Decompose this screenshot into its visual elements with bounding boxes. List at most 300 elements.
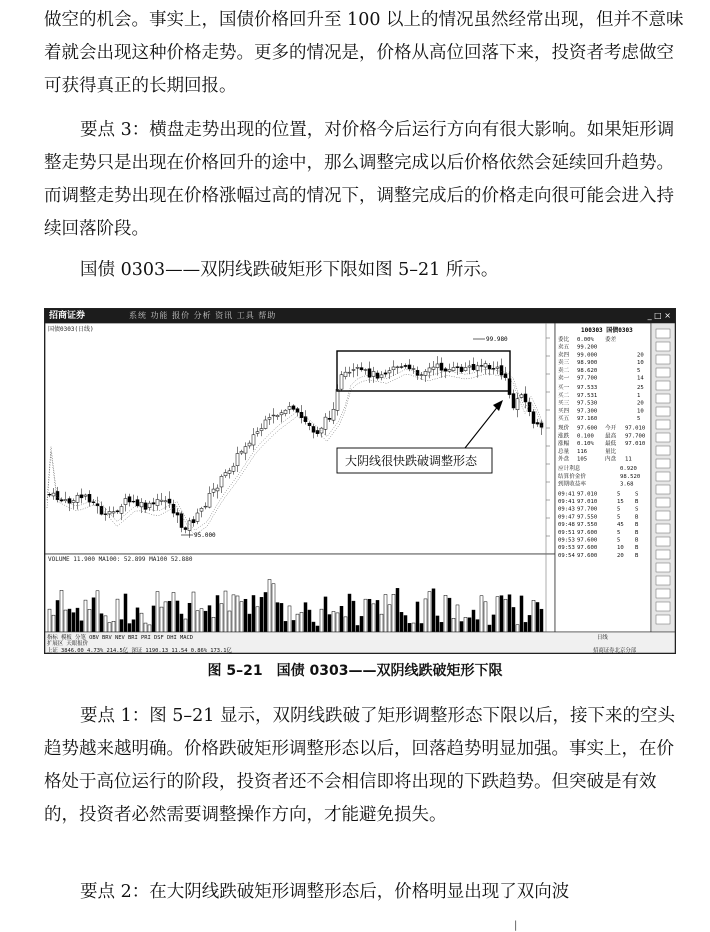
stat-row: 总量 116 量比 (558, 448, 617, 455)
volume-bar (532, 600, 535, 632)
volume-bar (444, 595, 447, 632)
candle-body (380, 375, 383, 378)
toolbar-icon[interactable] (656, 602, 670, 611)
volume-bar (440, 622, 443, 632)
candle-body (196, 513, 199, 521)
volume-bar (100, 614, 103, 632)
bid-row: 买三 97.530 20 (558, 400, 644, 407)
candle-body (168, 499, 171, 503)
candle-body (524, 394, 527, 402)
volume-bar (468, 618, 471, 632)
candle-body (484, 364, 487, 367)
volume-bar (296, 614, 299, 632)
candle-body (184, 528, 187, 530)
volume-bar (460, 622, 463, 632)
volume-bar (212, 617, 215, 632)
volume-bar (332, 611, 335, 632)
ask-row: 卖五 99.200 (558, 344, 598, 351)
volume-bar (192, 592, 195, 632)
volume-bar (76, 608, 79, 632)
candle-body (48, 494, 51, 495)
volume-bar (220, 604, 223, 632)
tick-row: 09:53 97.600 5 B (558, 537, 639, 544)
candle-body (372, 371, 375, 376)
volume-bar (520, 596, 523, 632)
volume-bar (472, 610, 475, 632)
candle-body (248, 443, 251, 446)
extra-row: 应计利息 0.920 (558, 466, 637, 473)
toolbar-icon[interactable] (656, 524, 670, 533)
bid-row: 买四 97.300 10 (558, 408, 644, 415)
annotation-text: 大阴线很快跌破调整形态 (345, 454, 478, 468)
candle-body (400, 367, 403, 368)
candle-body (68, 499, 71, 504)
toolbar-icon[interactable] (656, 615, 670, 624)
tick-row: 09:51 97.600 5 B (558, 529, 639, 536)
candle-body (148, 503, 151, 507)
volume-bar (148, 625, 151, 632)
candle-body (520, 395, 523, 398)
volume-bar (56, 600, 59, 632)
volume-bar (132, 620, 135, 632)
toolbar-icon[interactable] (656, 394, 670, 403)
volume-bar (320, 609, 323, 632)
volume-bar (420, 623, 423, 632)
volume-bar (412, 623, 415, 632)
candle-body (384, 373, 387, 374)
candle-body (108, 512, 111, 515)
volume-bar (256, 607, 259, 632)
toolbar-icon[interactable] (656, 459, 670, 468)
tick-row: 09:41 97.010 5 S (558, 491, 639, 498)
volume-bar (288, 606, 291, 632)
candle-body (164, 501, 167, 502)
volume-bar (120, 620, 123, 632)
volume-bar (224, 591, 227, 632)
candle-body (408, 365, 411, 369)
toolbar-icon[interactable] (656, 420, 670, 429)
volume-bar (84, 600, 87, 632)
candle-body (352, 369, 355, 370)
volume-bar (204, 611, 207, 632)
candle-body (396, 367, 399, 368)
volume-bar (176, 601, 179, 632)
volume-bar (352, 601, 355, 632)
toolbar-icon[interactable] (656, 433, 670, 442)
candle-body (336, 389, 339, 410)
toolbar-icon[interactable] (656, 576, 670, 585)
volume-bar (396, 588, 399, 632)
volume-bar (208, 606, 211, 632)
candle-body (364, 370, 367, 371)
volume-bar (408, 623, 411, 632)
volume-bar (180, 614, 183, 632)
candle-body (116, 511, 119, 512)
candle-body (64, 499, 67, 500)
volume-bar (464, 617, 467, 632)
extra-row: 到期收益率 3.68 (558, 481, 634, 488)
volume-bar (488, 625, 491, 632)
candle-body (132, 501, 135, 502)
volume-bar (156, 592, 159, 632)
candle-body (276, 415, 279, 416)
extension-tabs[interactable]: 扩展区 天眼报价 (47, 641, 88, 647)
candle-body (440, 363, 443, 370)
toolbar-icon[interactable] (656, 329, 670, 338)
volume-bar (168, 601, 171, 632)
candle-body (460, 367, 463, 372)
candle-body (332, 409, 335, 420)
candle-body (492, 368, 495, 369)
candle-body (356, 367, 359, 368)
candle-body (52, 493, 55, 496)
bid-row: 买一 97.533 25 (558, 385, 644, 392)
candle-body (80, 495, 83, 498)
candle-body (268, 417, 271, 419)
candle-body (264, 420, 267, 429)
candle-body (388, 371, 391, 373)
volume-bar (512, 607, 515, 632)
candle-body (404, 365, 407, 366)
volume-bar (124, 594, 127, 632)
volume-bar (364, 599, 367, 632)
volume-bar (172, 592, 175, 632)
volume-bar (452, 618, 455, 632)
volume-bar (432, 589, 435, 632)
candle-body (84, 495, 87, 496)
ask-row: 卖四 99.000 20 (558, 352, 644, 359)
candle-body (288, 406, 291, 409)
volume-bar (380, 614, 383, 632)
toolbar-icon[interactable] (656, 368, 670, 377)
paragraph-4: 要点 1：图 5–21 显示，双阴线跌破了矩形调整形态下限以后，接下来的空头趋势越来越明确。价格跌破矩形调整形态以后，回落趋势明显加强。事实上，在价格处于高位运行的阶段，投资者还不会相信即将出现的下跌趋势。但突破是有效的，投资者必然需要调整操作方向，才能避免损失。 (44, 706, 675, 825)
volume-bar (184, 619, 187, 632)
volume-bar (104, 616, 107, 632)
toolbar-icon[interactable] (656, 342, 670, 351)
candle-body (216, 488, 219, 491)
bid-row: 买二 97.531 1 (558, 392, 641, 399)
volume-bar (92, 598, 95, 632)
volume-bar (232, 595, 235, 632)
tick-row: 09:41 97.010 15 B (558, 499, 639, 505)
candle-body (280, 413, 283, 415)
volume-bar (348, 594, 351, 632)
candle-body (260, 429, 263, 431)
candle-body (60, 500, 63, 501)
status-right: 招商证券北京分部 (593, 648, 637, 653)
volume-bar (424, 599, 427, 632)
page-mark: | (514, 920, 518, 931)
volume-bar (312, 622, 315, 632)
trading-terminal-screenshot (44, 308, 676, 654)
volume-bar (236, 596, 239, 632)
stat-row: 外盘 105 内盘 11 (558, 456, 632, 463)
volume-bar (72, 613, 75, 632)
volume-bar (372, 604, 375, 632)
volume-bar (336, 613, 339, 632)
volume-bar (500, 596, 503, 632)
candle-body (180, 514, 183, 528)
candle-body (448, 369, 451, 371)
candle-body (292, 406, 295, 410)
volume-bar (140, 613, 143, 632)
candle-body (144, 503, 147, 510)
candle-body (392, 367, 395, 370)
toolbar-icon[interactable] (656, 498, 670, 507)
volume-bar (508, 595, 511, 632)
volume-bar (404, 616, 407, 632)
kline-chart (45, 323, 675, 653)
candle-body (528, 402, 531, 411)
toolbar-icon[interactable] (656, 589, 670, 598)
toolbar-icon[interactable] (656, 355, 670, 364)
candle-body (368, 369, 371, 377)
candle-body (416, 370, 419, 375)
volume-bar (244, 599, 247, 632)
volume-bar (436, 616, 439, 632)
volume-bar (252, 595, 255, 632)
candle-body (152, 503, 155, 504)
candle-body (76, 495, 79, 502)
volume-bar (360, 616, 363, 632)
toolbar-icon[interactable] (656, 485, 670, 494)
candle-body (208, 493, 211, 507)
volume-bar (356, 625, 359, 632)
volume-bar (216, 596, 219, 632)
status-bar: 上证 3846.00 4.73% 214.5亿 深证 1190.13 11.54 0.86% 173.1亿 (47, 648, 232, 653)
paragraph-1: 做空的机会。事实上，国债价格回升至 100 以上的情况虽然经常出现，但并不意味着就会出现这种价格走势。更多的情况是，价格从高位回落下来，投资者考虑做空可获得真正的长期回报。 (44, 10, 684, 96)
volume-bar (116, 599, 119, 632)
volume-bar (400, 612, 403, 632)
ask-row: 卖三 98.900 10 (558, 360, 644, 367)
candle-body (344, 372, 347, 376)
volume-bar (476, 620, 479, 632)
volume-bar (384, 595, 387, 632)
volume-bar (368, 599, 371, 632)
figure-caption: 图 5–21 国债 0303——双阴线跌破矩形下限 (207, 663, 503, 679)
paragraph-2: 要点 3：横盘走势出现的位置，对价格今后运行方向有很大影响。如果矩形调整走势只是出现在价格回升的途中，那么调整完成以后价格依然会延续回升趋势。而调整走势出现在价格涨幅过高的情况下，调整完成后的价格走向很可能会进入持续回落阶段。 (44, 120, 675, 239)
candle-body (420, 375, 423, 376)
candle-body (328, 418, 331, 419)
volume-bar (196, 611, 199, 632)
candle-body (540, 423, 543, 427)
volume-bar (96, 591, 99, 632)
extra-row: 结算价金价 98.520 (558, 473, 641, 480)
chart-title: 国债0303(日线) (48, 326, 94, 333)
candle-body (120, 507, 123, 514)
candle-body (512, 394, 515, 408)
tick-row: 09:43 97.700 5 S (558, 506, 639, 513)
volume-bar (272, 584, 275, 632)
candle-body (176, 513, 179, 515)
volume-bar (88, 609, 91, 632)
candle-body (224, 473, 227, 476)
volume-bar (448, 598, 451, 632)
candle-body (464, 367, 467, 370)
volume-bar (48, 609, 51, 632)
candle-body (212, 489, 215, 492)
volume-bar (136, 608, 139, 632)
volume-bar (416, 602, 419, 632)
candle-body (240, 451, 243, 453)
volume-bar (456, 605, 459, 632)
volume-bar (492, 615, 495, 632)
candle-body (304, 417, 307, 422)
volume-label: VOLUME 11.900 MA100: 52.899 MA100 52.880 (48, 556, 193, 563)
candle-body (496, 367, 499, 368)
volume-bar (308, 610, 311, 632)
candle-body (348, 372, 351, 373)
volume-bar (64, 610, 67, 632)
volume-bar (516, 625, 519, 632)
volume-bar (152, 606, 155, 632)
candle-body (124, 499, 127, 505)
candle-body (456, 367, 459, 368)
candle-body (232, 466, 235, 471)
paragraph-5: 要点 2：在大阴线跌破矩形调整形态后，价格明显出现了双向波 (80, 882, 570, 902)
volume-bar (268, 579, 271, 632)
candle-body (104, 514, 107, 515)
candle-body (236, 453, 239, 465)
volume-bar (160, 607, 163, 632)
terminal-titlebar (45, 309, 675, 323)
candle-body (72, 501, 75, 503)
candle-body (252, 435, 255, 445)
candle-body (308, 423, 311, 426)
volume-bar (392, 594, 395, 632)
candle-body (204, 506, 207, 507)
candle-body (340, 375, 343, 389)
candle-body (480, 365, 483, 366)
candle-body (376, 373, 379, 378)
candle-body (476, 366, 479, 370)
candle-body (244, 447, 247, 454)
volume-bar (112, 621, 115, 632)
volume-bar (292, 620, 295, 632)
candle-body (272, 415, 275, 416)
toolbar-icon[interactable] (656, 511, 670, 520)
candle-body (428, 368, 431, 372)
volume-bar (264, 592, 267, 632)
volume-bar (60, 590, 63, 632)
toolbar-icon[interactable] (656, 407, 670, 416)
tick-row: 09:47 97.550 5 B (558, 514, 639, 521)
volume-bar (52, 615, 55, 632)
high-price-label: 99.980 (486, 336, 508, 343)
volume-bar (328, 615, 331, 632)
stat-row: 涨幅 0.10% 最低 97.010 (558, 441, 646, 448)
volume-bar (200, 609, 203, 632)
candle-body (500, 366, 503, 375)
candle-body (488, 365, 491, 369)
toolbar-icon[interactable] (656, 381, 670, 390)
volume-bar (484, 602, 487, 632)
toolbar-icon[interactable] (656, 472, 670, 481)
side-toolbar-icons[interactable] (656, 329, 670, 624)
volume-bar (260, 597, 263, 632)
volume-bar (344, 617, 347, 632)
volume-bar (248, 614, 251, 632)
terminal-brand: 招商证券 (49, 311, 86, 321)
volume-bar (480, 596, 483, 632)
terminal-menu[interactable]: 系统 功能 报价 分析 资讯 工具 帮助 (129, 311, 277, 320)
volume-bar (80, 621, 83, 632)
indicator-tabs[interactable]: 指标 模板 分笔 OBV BRV NEV BRI PRI DSF DHI MACD (47, 635, 193, 641)
candle-body (360, 368, 363, 370)
candle-body (516, 399, 519, 410)
candle-body (452, 367, 455, 370)
volume-bar (340, 606, 343, 632)
volume-bar (128, 624, 131, 632)
candle-body (128, 497, 131, 502)
window-controls[interactable]: _ □ × (647, 311, 671, 320)
volume-bar (524, 622, 527, 632)
volume-bar (536, 602, 539, 632)
volume-bar (376, 600, 379, 632)
volume-bar (284, 621, 287, 632)
bid-row: 买五 97.160 5 (558, 416, 641, 422)
candle-body (256, 432, 259, 434)
candle-body (532, 412, 535, 424)
volume-bar (108, 623, 111, 632)
quote-code: 100303 国债0303 (581, 327, 633, 334)
candle-body (136, 500, 139, 506)
volume-bar (496, 597, 499, 632)
volume-bar (316, 626, 319, 632)
tick-row: 09:53 97.600 10 B (558, 545, 639, 552)
quote-header: 委比 0.00% 委差 (558, 337, 617, 343)
candle-body (284, 410, 287, 413)
candle-body (112, 512, 115, 513)
candle-body (92, 502, 95, 503)
candle-body (472, 364, 475, 369)
tick-row: 09:48 97.550 45 B (558, 522, 639, 529)
low-price-label: 95.000 (194, 532, 216, 539)
stat-row: 现价 97.600 今开 97.010 (558, 425, 646, 432)
volume-bar (528, 615, 531, 632)
candle-body (228, 471, 231, 474)
volume-bar (240, 602, 243, 632)
candle-body (432, 367, 435, 369)
volume-bar (304, 603, 307, 632)
candle-body (324, 417, 327, 429)
volume-bar (228, 611, 231, 632)
volume-bar (144, 623, 147, 632)
tick-row: 09:54 97.600 20 B (558, 552, 639, 559)
candle-body (468, 366, 471, 367)
volume-bar (164, 602, 167, 632)
paragraph-3: 国债 0303——双阴线跌破矩形下限如图 5–21 所示。 (80, 260, 499, 280)
candle-body (192, 520, 195, 523)
ask-row: 卖一 97.700 14 (558, 375, 644, 382)
candle-body (312, 426, 315, 432)
candle-body (100, 506, 103, 514)
stat-row: 涨跌 0.100 最高 97.700 (558, 433, 646, 440)
period-tag[interactable]: 日线 (597, 635, 608, 641)
candle-body (56, 491, 59, 499)
toolbar-icon[interactable] (656, 446, 670, 455)
volume-bar (388, 605, 391, 632)
volume-bar (68, 609, 71, 632)
volume-bar (276, 603, 279, 632)
toolbar-icon[interactable] (656, 563, 670, 572)
candle-body (220, 476, 223, 487)
candle-body (436, 364, 439, 368)
volume-bar (188, 603, 191, 632)
toolbar-icon[interactable] (656, 537, 670, 546)
toolbar-icon[interactable] (656, 550, 670, 559)
volume-bar (540, 609, 543, 632)
